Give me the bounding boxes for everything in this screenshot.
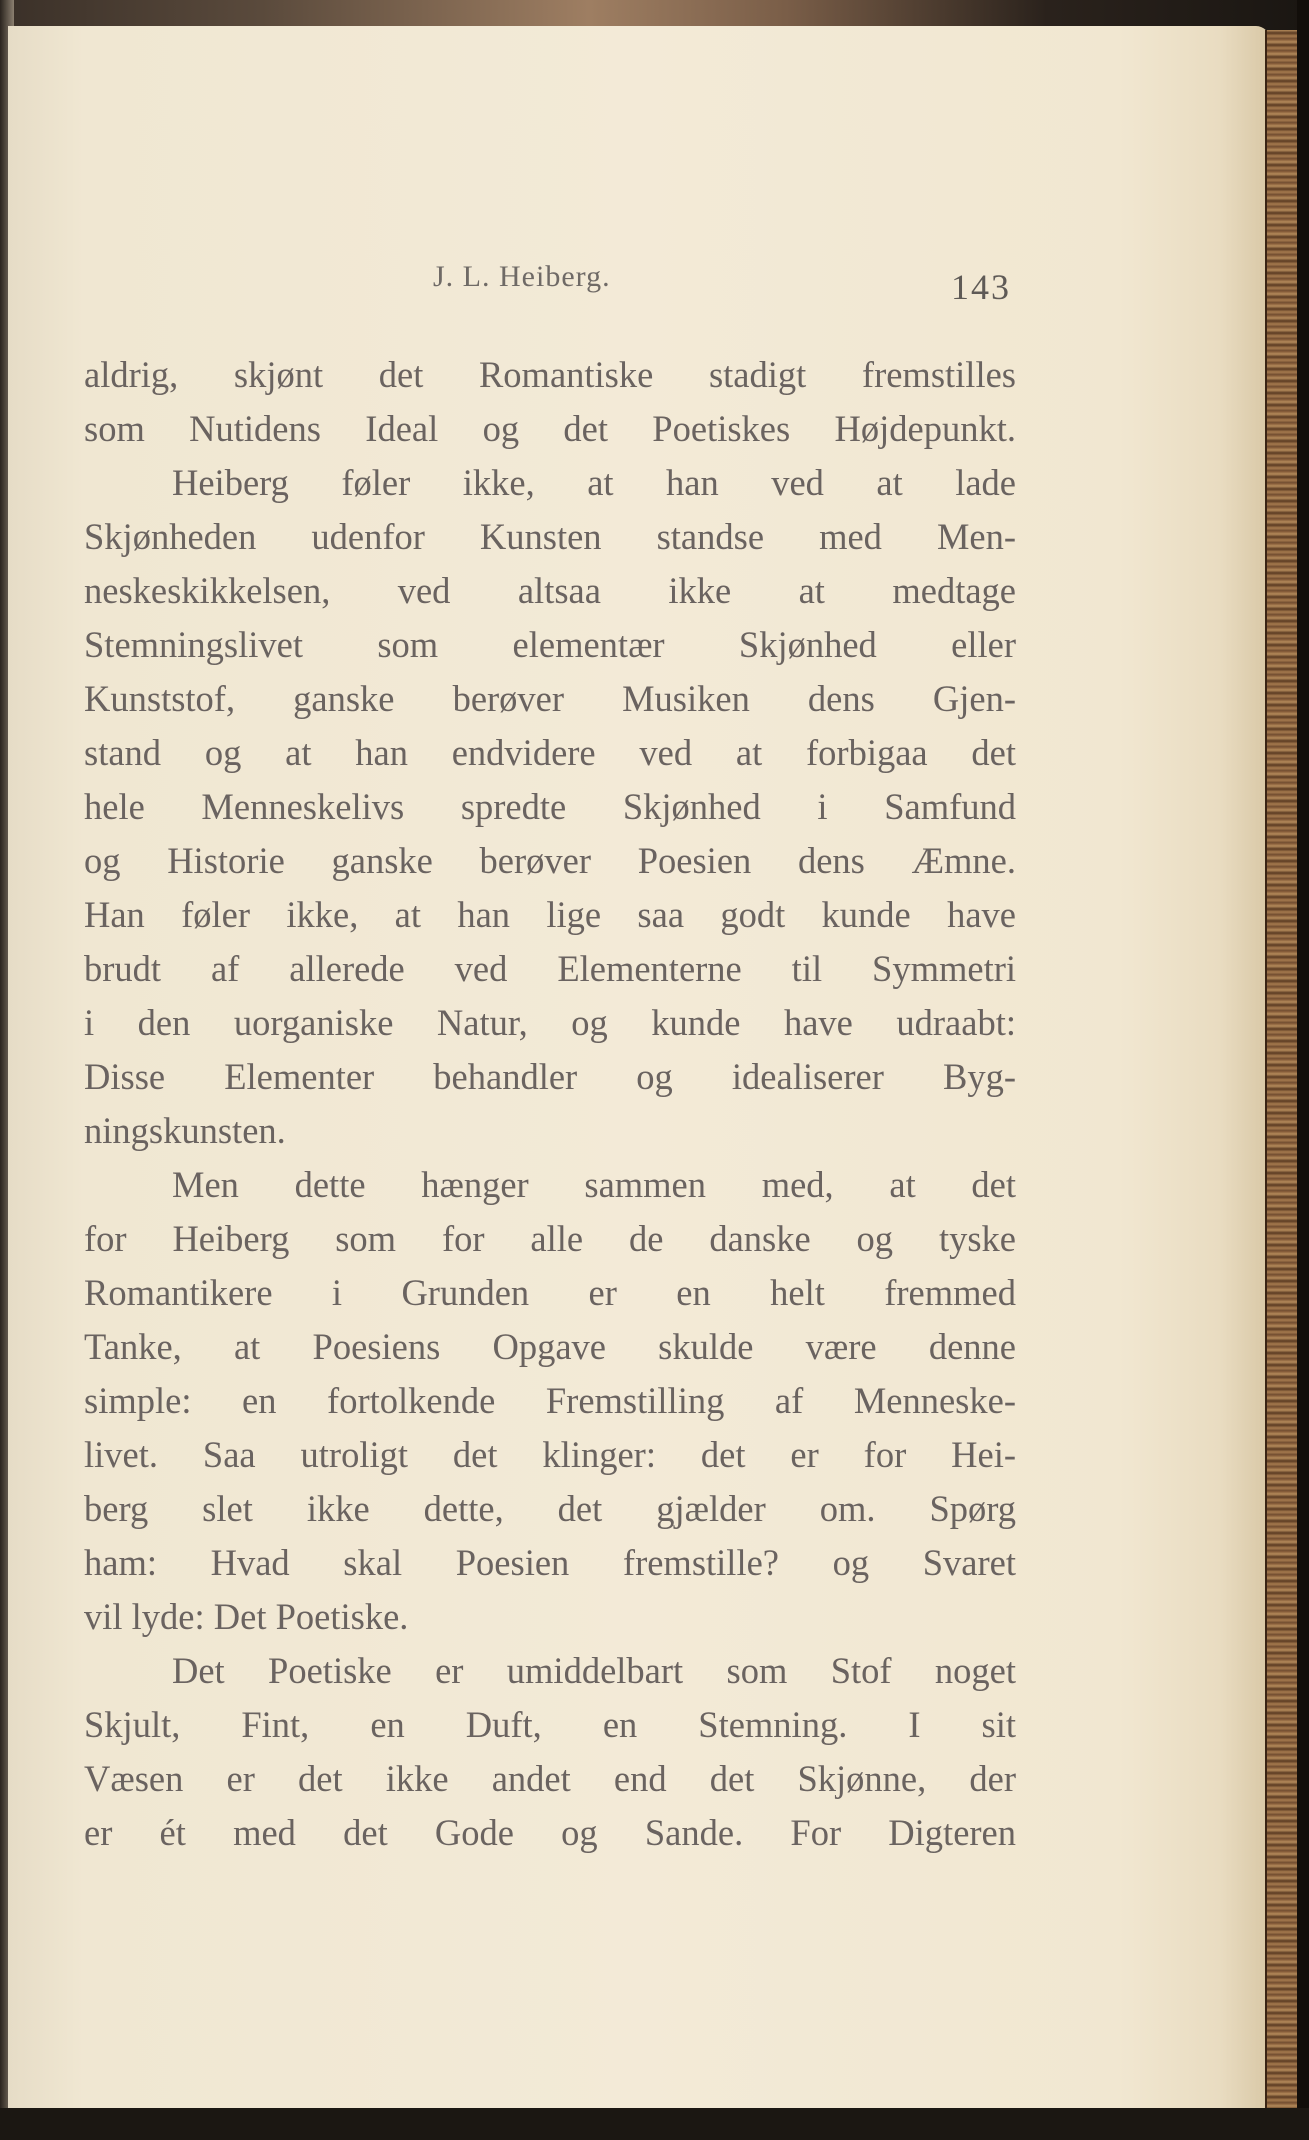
text-line: Tanke, at Poesiens Opgave skulde være denne (84, 1326, 1016, 1367)
text-line: Disse Elementer behandler og idealiserer Byg- (84, 1056, 1016, 1097)
text-line: hele Menneskelivs spredte Skjønhed i Samfund (84, 786, 1016, 827)
page-edges (1265, 30, 1299, 2115)
running-title: J. L. Heiberg. (433, 260, 611, 293)
text-line: aldrig, skjønt det Romantiske stadigt fremstilles (84, 354, 1016, 395)
text-line: neskeskikkelsen, ved altsaa ikke at medtage (84, 570, 1016, 611)
text-line: Stemningslivet som elementær Skjønhed eller (84, 624, 1016, 665)
text-line: stand og at han endvidere ved at forbigaa det (84, 732, 1016, 773)
text-line: ham: Hvad skal Poesien fremstille? og Svaret (84, 1542, 1016, 1583)
text-line: Det Poetiske er umiddelbart som Stof noget (172, 1650, 1016, 1691)
page-header (8, 260, 1270, 310)
text-line: og Historie ganske berøver Poesien dens Æmne. (84, 840, 1016, 881)
text-line: ningskunsten. (84, 1110, 286, 1151)
text-line: brudt af allerede ved Elementerne til Symmetri (84, 948, 1016, 989)
text-line: Skjult, Fint, en Duft, en Stemning. I sit (84, 1704, 1016, 1745)
body-text (84, 348, 1016, 1860)
text-line: Heiberg føler ikke, at han ved at lade (172, 462, 1016, 503)
text-line: vil lyde: Det Poetiske. (84, 1596, 409, 1637)
text-line: som Nutidens Ideal og det Poetiskes Højdepunkt. (84, 408, 1016, 449)
text-line: for Heiberg som for alle de danske og tyske (84, 1218, 1016, 1259)
text-line: Romantikere i Grunden er en helt fremmed (84, 1272, 1016, 1313)
text-line: i den uorganiske Natur, og kunde have udraabt: (84, 1002, 1016, 1043)
text-line: Skjønheden udenfor Kunsten standse med Men- (84, 516, 1016, 557)
text-line: livet. Saa utroligt det klinger: det er for Hei- (84, 1434, 1016, 1475)
text-line: Han føler ikke, at han lige saa godt kunde have (84, 894, 1016, 935)
text-line: er ét med det Gode og Sande. For Digteren (84, 1812, 1016, 1853)
page-number: 143 (951, 267, 1011, 307)
book-page (8, 26, 1270, 2109)
binding-bottom-edge (0, 2108, 1309, 2140)
text-line: simple: en fortolkende Fremstilling af Menneske- (84, 1380, 1016, 1421)
text-line: berg slet ikke dette, det gjælder om. Spørg (84, 1488, 1016, 1529)
text-line: Kunststof, ganske berøver Musiken dens Gjen- (84, 678, 1016, 719)
text-line: Men dette hænger sammen med, at det (172, 1164, 1016, 1205)
binding-right-edge (1297, 0, 1309, 2140)
text-line: Væsen er det ikke andet end det Skjønne, der (84, 1758, 1016, 1799)
